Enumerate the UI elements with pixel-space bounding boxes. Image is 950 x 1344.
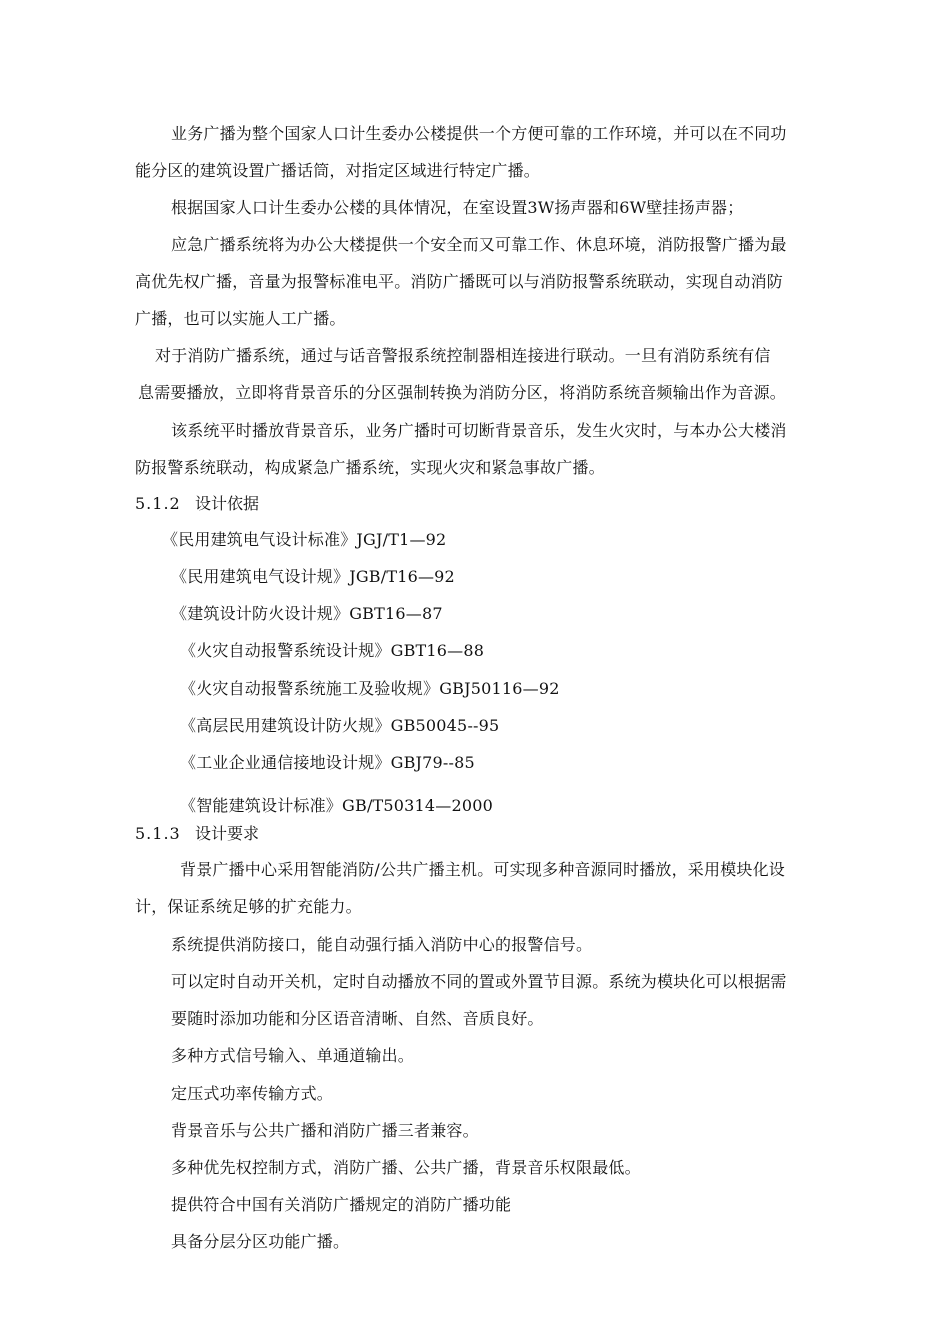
requirement-item: 定压式功率传输方式。 [171,1084,334,1103]
paragraph-line: 防报警系统联动，构成紧急广播系统，实现火灾和紧急事故广播。 [135,458,605,477]
requirement-item: 背景音乐与公共广播和消防广播三者兼容。 [171,1121,479,1140]
requirement-item: 提供符合中国有关消防广播规定的消防广播功能 [171,1195,512,1214]
paragraph-line: 背景广播中心采用智能消防/公共广播主机。可实现多种音源同时播放，采用模块化设 [180,860,785,879]
requirement-item: 多种方式信号输入、单通道输出。 [171,1046,415,1065]
standard-item: 《建筑设计防火设计规》GBT16—87 [171,604,443,623]
paragraph-line: 该系统平时播放背景音乐，业务广播时可切断背景音乐，发生火灾时，与本办公大楼消 [171,421,787,440]
standard-item: 《火灾自动报警系统设计规》GBT16—88 [180,641,485,660]
standard-item: 《火灾自动报警系统施工及验收规》GBJ50116—92 [180,679,560,698]
paragraph-line: 高优先权广播，音量为报警标准电平。消防广播既可以与消防报警系统联动，实现自动消防 [135,272,784,291]
paragraph-line: 应急广播系统将为办公大楼提供一个安全而又可靠工作、休息环境，消防报警广播为最 [171,235,787,254]
paragraph-line: 根据国家人口计生委办公楼的具体情况，在室设置3W扬声器和6W壁挂扬声器； [171,198,744,217]
standard-item: 《高层民用建筑设计防火规》GB50045--95 [180,716,500,735]
section-number: 5.1.2 [135,494,181,513]
section-heading-5-1-3 [135,824,259,844]
paragraph-line: 计，保证系统足够的扩充能力。 [135,897,362,916]
paragraph-line: 对于消防广播系统，通过与话音警报系统控制器相连接进行联动。一旦有消防系统有信 [155,346,771,365]
paragraph-line: 业务广播为整个国家人口计生委办公楼提供一个方便可靠的工作环境，并可以在不同功 [171,124,787,143]
paragraph-line: 息需要播放，立即将背景音乐的分区强制转换为消防分区，将消防系统音频输出作为音源。 [138,383,787,402]
requirement-item: 具备分层分区功能广播。 [171,1232,350,1251]
section-number: 5.1.3 [135,824,181,843]
requirement-item: 多种优先权控制方式，消防广播、公共广播，背景音乐权限最低。 [171,1158,641,1177]
section-title: 设计要求 [195,824,260,843]
standard-item: 《民用建筑电气设计标准》JGJ/T1—92 [162,530,447,549]
paragraph-line: 能分区的建筑设置广播话筒，对指定区域进行特定广播。 [135,161,541,180]
section-title: 设计依据 [195,494,260,513]
requirement-item: 可以定时自动开关机，定时自动播放不同的置或外置节目源。系统为模块化可以根据需 [171,972,787,991]
standard-item: 《工业企业通信接地设计规》GBJ79--85 [180,753,475,772]
requirement-item: 系统提供消防接口，能自动强行插入消防中心的报警信号。 [171,935,593,954]
section-heading-5-1-2 [135,494,259,514]
paragraph-line: 广播，也可以实施人工广播。 [135,309,346,328]
requirement-item: 要随时添加功能和分区语音清晰、自然、音质良好。 [171,1009,544,1028]
standard-item: 《智能建筑设计标准》GB/T50314—2000 [180,796,494,815]
standard-item: 《民用建筑电气设计规》JGB/T16—92 [171,567,455,586]
